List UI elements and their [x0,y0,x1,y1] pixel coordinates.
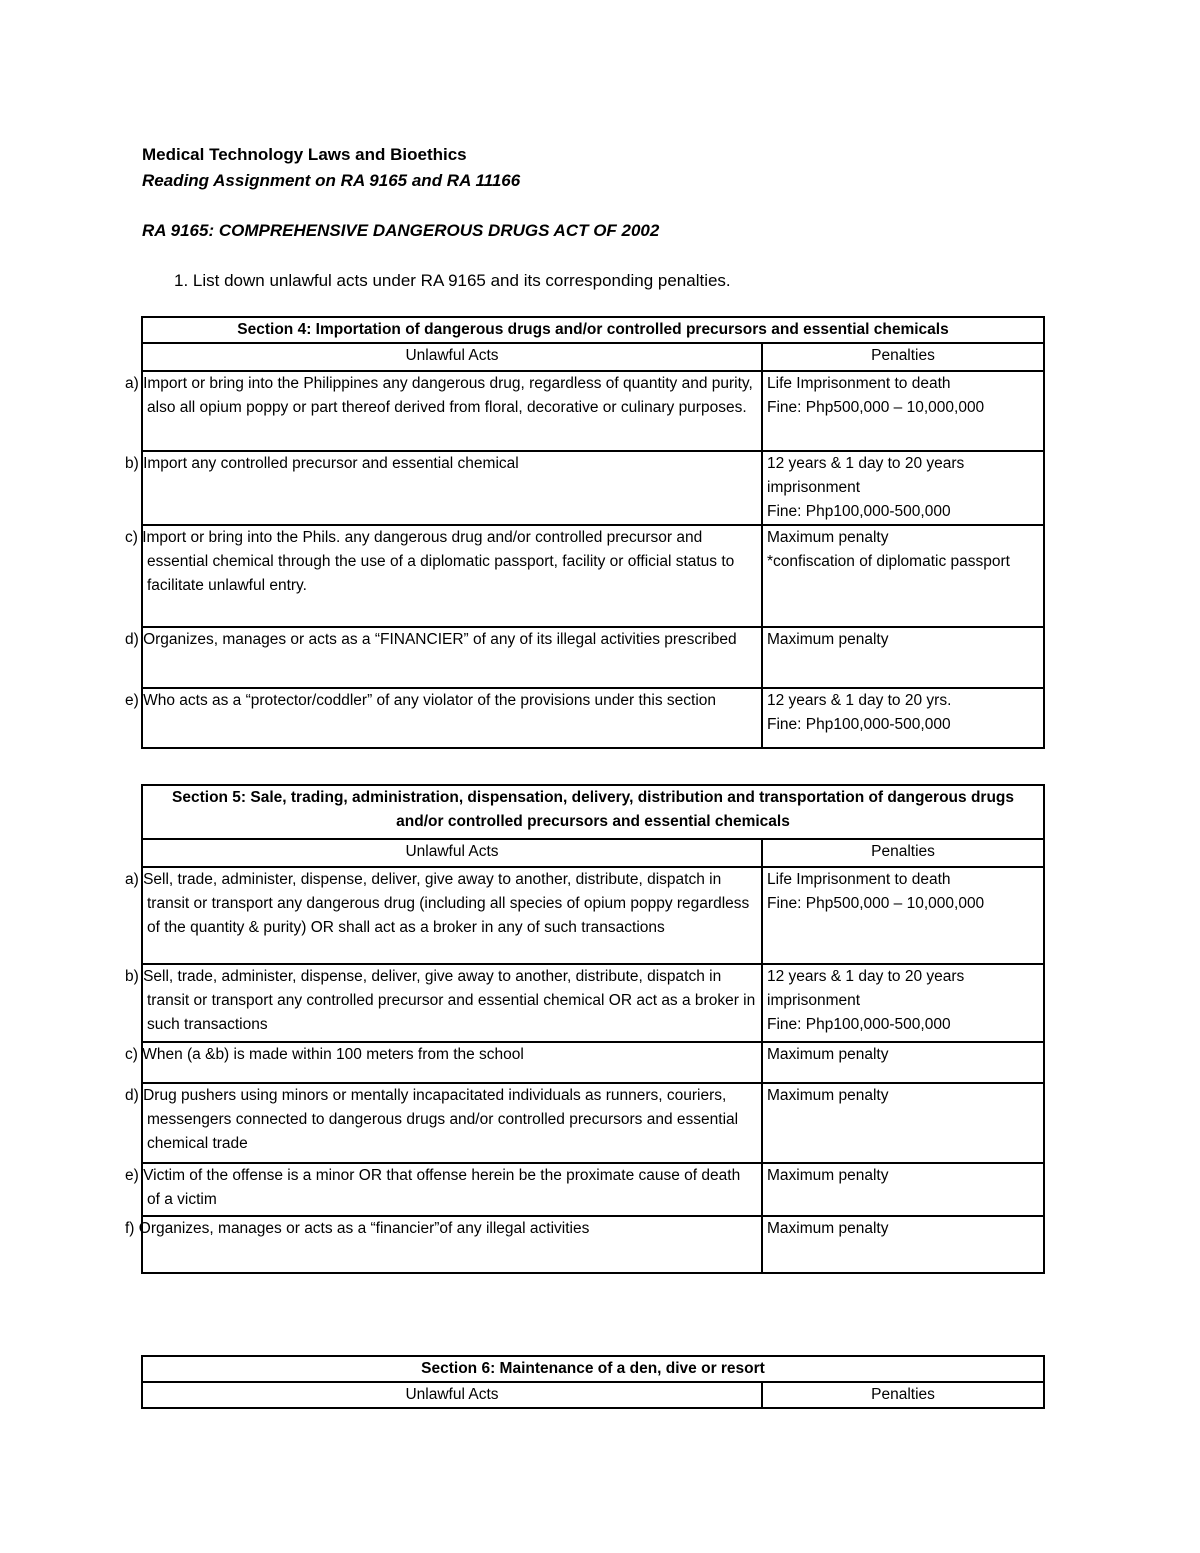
penalty-cell [762,867,1044,964]
unlawful-act: d) Drug pushers using minors or mentally incapacitated individuals as runners, couriers, messengers connected to dangerous drugs and/or controlled precursors and essential chemical trade [142,1083,762,1163]
column-header-acts: Unlawful Acts [142,1382,762,1408]
penalty-line: Fine: Php100,000-500,000 [767,1016,951,1033]
table-row [142,1163,1044,1216]
penalty-line: Life Imprisonment to death [767,871,951,888]
penalty-line: Maximum penalty [767,529,889,546]
table-row [142,451,1044,525]
penalty-line: Fine: Php500,000 – 10,000,000 [767,895,985,912]
column-header-penalties: Penalties [762,1382,1044,1408]
penalty-line: Maximum penalty [767,631,889,648]
table-row [142,1042,1044,1083]
column-header-acts: Unlawful Acts [142,343,762,371]
penalty-line: *confiscation of diplomatic passport [767,553,1010,570]
penalty-line: Maximum penalty [767,1087,889,1104]
penalty-cell [762,451,1044,525]
section-5-table [125,784,1045,1274]
table-row [142,525,1044,627]
penalty-cell [762,627,1044,688]
question-number: 1. [174,271,189,290]
penalty-cell [762,688,1044,748]
table-row [142,964,1044,1042]
penalty-cell [762,1083,1044,1163]
unlawful-act: d) Organizes, manages or acts as a “FINANCIER” of any of its illegal activities prescribed [142,627,762,688]
section-title: Section 5: Sale, trading, administration, dispensation, delivery, distribution and transportation of dangerous drugs and/or controlled precursors and essential chemicals [142,785,1044,839]
penalty-line: 12 years & 1 day to 20 yrs. [767,692,952,709]
table-row [142,627,1044,688]
unlawful-act: e) Victim of the offense is a minor OR that offense herein be the proximate cause of death of a victim [142,1163,762,1216]
penalty-line: Maximum penalty [767,1167,889,1184]
penalty-cell [762,1216,1044,1273]
penalty-line: Fine: Php100,000-500,000 [767,503,951,520]
penalty-line: 12 years & 1 day to 20 years imprisonment [767,968,965,1009]
unlawful-act: b) Sell, trade, administer, dispense, deliver, give away to another, distribute, dispatch in transit or transport any controlled precursor and essential chemical OR act as a broker in such transactions [142,964,762,1042]
penalty-line: Maximum penalty [767,1046,889,1063]
course-title: Medical Technology Laws and Bioethics [142,145,467,164]
table-row [142,688,1044,748]
section-title: Section 4: Importation of dangerous drugs and/or controlled precursors and essential chemicals [142,317,1044,343]
unlawful-act: e) Who acts as a “protector/coddler” of any violator of the provisions under this section [142,688,762,748]
penalty-cell [762,371,1044,451]
law-title: RA 9165: COMPREHENSIVE DANGEROUS DRUGS ACT OF 2002 [142,221,660,240]
section-6-table [141,1355,1045,1409]
penalty-line: Fine: Php100,000-500,000 [767,716,951,733]
table-row [142,867,1044,964]
penalty-cell [762,525,1044,627]
section-title: Section 6: Maintenance of a den, dive or resort [142,1356,1044,1382]
unlawful-act: c) When (a &b) is made within 100 meters from the school [142,1042,762,1083]
unlawful-act: f) Organizes, manages or acts as a “financier”of any illegal activities [142,1216,762,1273]
unlawful-act: a) Sell, trade, administer, dispense, deliver, give away to another, distribute, dispatch in transit or transport any dangerous drug (including all species of opium poppy regardless of the quantity & purity) OR shall act as a broker in any of such transactions [142,867,762,964]
penalty-line: Maximum penalty [767,1220,889,1237]
penalty-line: Life Imprisonment to death [767,375,951,392]
table-row [142,371,1044,451]
unlawful-act: b) Import any controlled precursor and essential chemical [142,451,762,525]
question-text: List down unlawful acts under RA 9165 and its corresponding penalties. [192,271,731,290]
penalty-cell [762,964,1044,1042]
unlawful-act: a) Import or bring into the Philippines any dangerous drug, regardless of quantity and purity, also all opium poppy or part thereof derived from floral, decorative or culinary purposes. [142,371,762,451]
penalty-line: 12 years & 1 day to 20 years imprisonment [767,455,965,496]
column-header-penalties: Penalties [762,839,1044,867]
penalty-cell [762,1042,1044,1083]
column-header-acts: Unlawful Acts [142,839,762,867]
penalty-line: Fine: Php500,000 – 10,000,000 [767,399,985,416]
question-line [174,270,731,292]
table-row [142,1216,1044,1273]
penalty-cell [762,1163,1044,1216]
assignment-title: Reading Assignment on RA 9165 and RA 11166 [142,171,521,190]
unlawful-act: c) Import or bring into the Phils. any dangerous drug and/or controlled precursor and essential chemical through the use of a diplomatic passport, facility or official status to facilitate unlawful entry. [142,525,762,627]
section-4-table [125,316,1045,749]
table-row [142,1083,1044,1163]
column-header-penalties: Penalties [762,343,1044,371]
